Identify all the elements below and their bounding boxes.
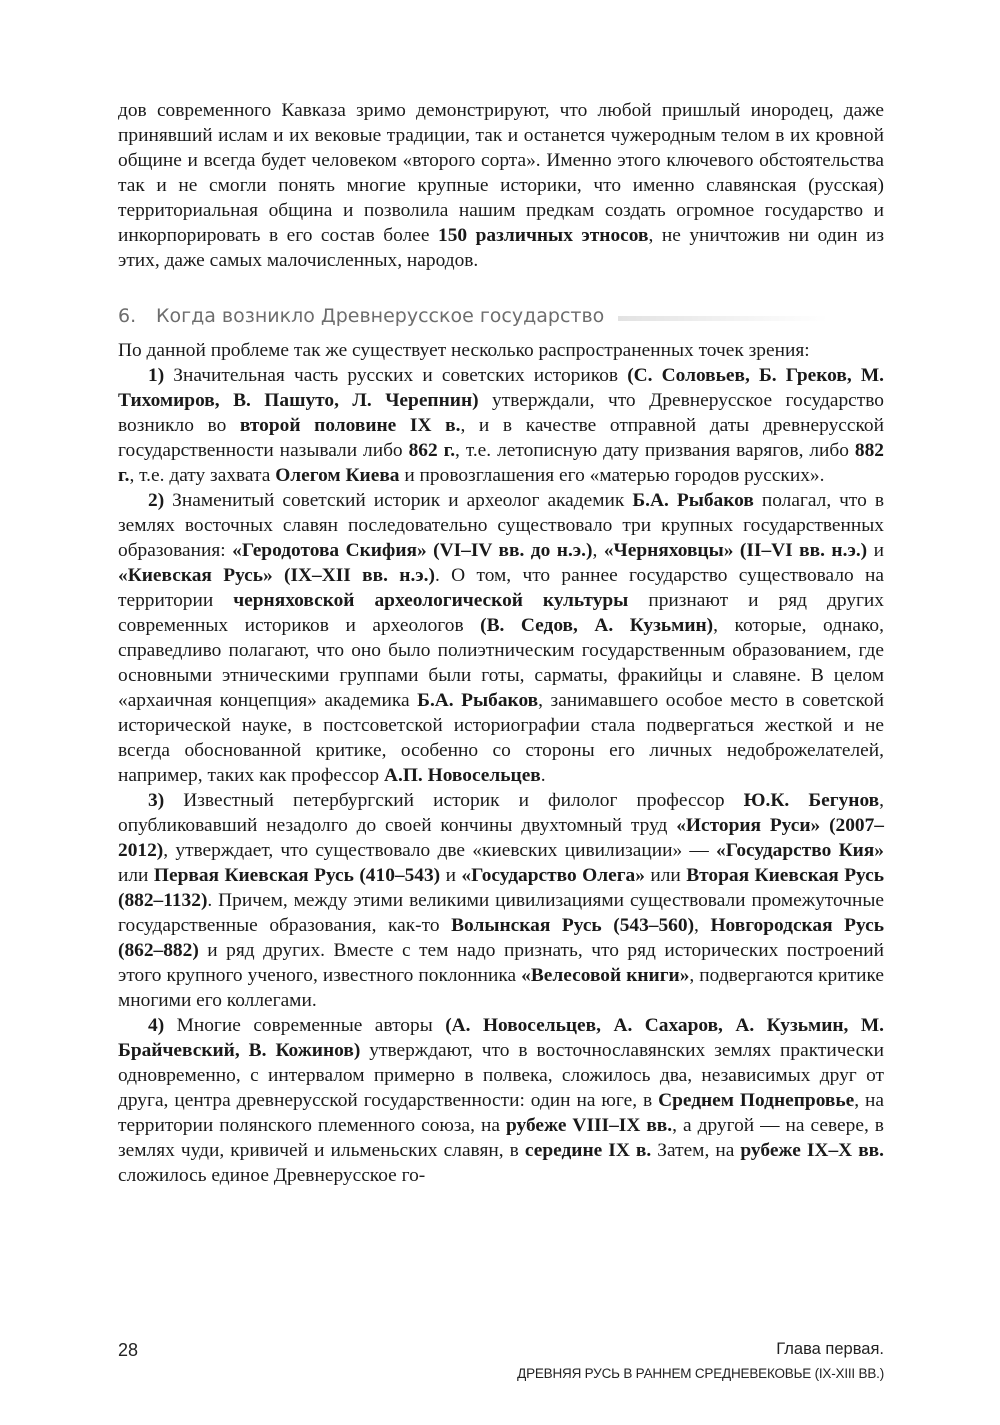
chapter-subtitle: ДРЕВНЯЯ РУСЬ В РАННЕМ СРЕДНЕВЕКОВЬЕ (IX-XIII ВВ.): [517, 1366, 884, 1381]
point-4-paragraph: 4) Многие современные авторы (А. Новосельцев, А. Сахаров, А. Кузьмин, М. Брайчевский, В. Кожинов) утверждают, что в восточнославянских землях практически одновременно, с интервалом примерно в полвека, сложилось два, независимых друг от друга, центра древнерусской государственности: один на юге, в Среднем Поднепровье, на территории полянского племенного союза, на рубеже VIII–IX вв., а другой — на севере, в землях чуди, кривичей и ильменьских славян, в середине IX в. Затем, на рубеже IX–X вв. сложилось единое Древнерусское го-: [118, 1015, 885, 1186]
chapter-title: Глава первая.: [776, 1340, 884, 1358]
page-number: 28: [118, 1340, 139, 1360]
point-3-paragraph: 3) Известный петербургский историк и филолог профессор Ю.К. Бегунов, опубликовавший незадолго до своей кончины двухтомный труд «История Руси» (2007–2012), утверждает, что существовало две «киевских цивилизации» — «Государство Кия» или Первая Киевская Русь (410–543) и «Государство Олега» или Вторая Киевская Русь (882–1132). Причем, между этими великими цивилизациями существовали промежуточные государственные образования, как-то Волынская Русь (543–560), Новгородская Русь (862–882) и ряд других. Вместе с тем надо признать, что ряд исторических построений этого крупного ученого, известного поклонника «Велесовой книги», подвергаются критике многими его коллегами.: [118, 790, 885, 1011]
point-1-paragraph: 1) Значительная часть русских и советских историков (С. Соловьев, Б. Греков, М. Тихомиров, В. Пашуто, Л. Черепнин) утверждали, что Древнерусское государство возникло во второй половине IX в., и в качестве отправной даты древнерусской государственности называли либо 862 г., т.е. летописную дату призвания варягов, либо 882 г., т.е. дату захвата Олегом Киева и провозглашения его «матерью городов русских».: [118, 365, 884, 486]
point-2-paragraph: 2) Знаменитый советский историк и археолог академик Б.А. Рыбаков полагал, что в землях восточных славян последовательно существовало три крупных государственных образования: «Геродотова Скифия» (VI–IV вв. до н.э.), «Черняховцы» (II–VI вв. н.э.) и «Киевская Русь» (IX–XII вв. н.э.). О том, что раннее государство существовало на территории черняховской археологической культуры признают и ряд других современных историков и археологов (В. Седов, А. Кузьмин), которые, однако, справедливо полагают, что оно было полиэтническим государственным образованием, где основными этническими группами были готы, сарматы, фракийцы и славяне. В целом «архаичная концепция» академика Б.А. Рыбаков, занимавшего особое место в советской исторической науке, в постсоветской историографии стала подвергаться жесткой и не всегда обоснованной критике, особенно со стороны его личных недоброжелателей, например, таких как профессор А.П. Новосельцев.: [118, 490, 884, 786]
heading-decoration: [618, 316, 828, 321]
section-number: 6.: [118, 305, 137, 327]
section-title: Когда возникло Древнерусское государство: [156, 305, 605, 327]
section-heading: [118, 304, 884, 332]
lead-paragraph: По данной проблеме так же существует несколько распространенных точек зрения:: [118, 340, 810, 361]
intro-paragraph: дов современного Кавказа зримо демонстрируют, что любой пришлый инородец, даже принявший ислам и их вековые традиции, так и останется чужеродным телом в их кровной общине и всегда будет человеком «второго сорта». Именно этого ключевого обстоятельства так и не смогли понять многие крупные историки, что именно славянская (русская) территориальная община и позволила нашим предкам создать огромное государство и инкорпорировать в его состав более 150 различных этносов, не уничтожив ни один из этих, даже самых малочисленных, народов.: [118, 100, 884, 271]
main-text: [118, 98, 884, 1188]
